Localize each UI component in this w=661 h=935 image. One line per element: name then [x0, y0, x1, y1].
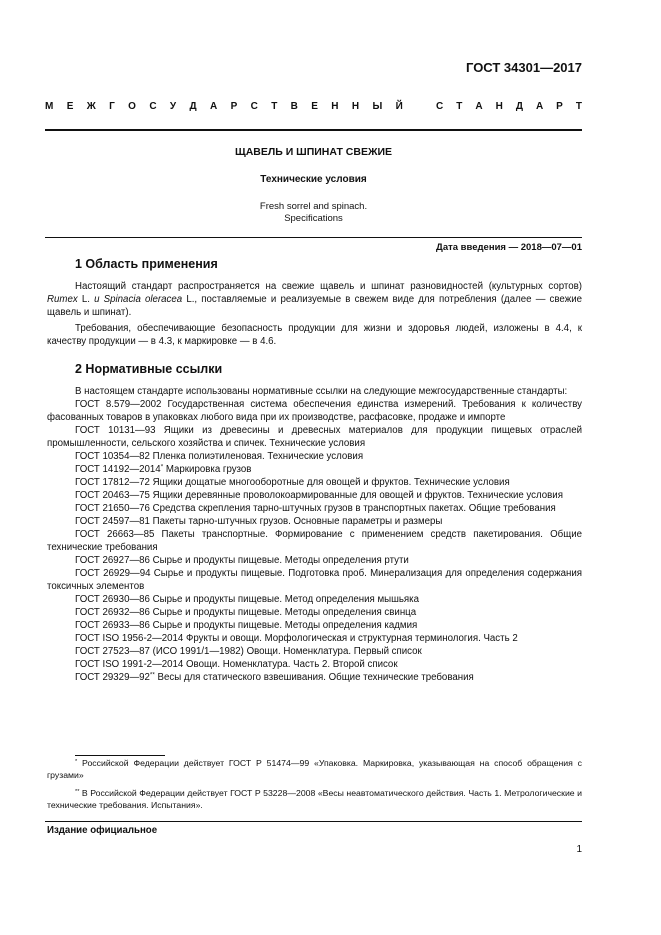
standard-banner	[45, 101, 582, 112]
document-subtitle: Технические условия	[260, 174, 367, 185]
section-1-heading: 1 Область применения	[75, 257, 218, 271]
banner-letter: Р	[556, 101, 563, 112]
reference-text: ГОСТ 26933—86 Сырье и продукты пищевые. Методы определения кадмия	[75, 620, 418, 631]
banner-word-interstate	[45, 101, 403, 112]
reference-text: ГОСТ 10131—93 Ящики из древесины и древесных материалов для продукции пищевых отраслей промышленности, сельского хозяйства и спичек. Технические условия	[47, 425, 582, 449]
reference-text: ГОСТ ISO 1956-2—2014 Фрукты и овощи. Морфологическая и структурная терминология. Часть 2	[75, 633, 518, 644]
section-1-paragraph-1	[47, 280, 582, 319]
references-intro: В настоящем стандарте использованы нормативные ссылки на следующие межгосударственные стандарты:	[75, 386, 568, 397]
footnote-mark: *	[75, 758, 78, 765]
reference-text: ГОСТ 29329—92	[75, 672, 150, 683]
banner-letter: В	[290, 101, 298, 112]
reference-text: ГОСТ 10354—82 Пленка полиэтиленовая. Технические условия	[75, 451, 364, 462]
banner-rule	[45, 129, 582, 131]
banner-letter: М	[45, 101, 54, 112]
reference-item	[47, 502, 582, 515]
latin-name-rumex: Rumex	[47, 294, 78, 305]
reference-item	[47, 593, 582, 606]
footnote-1	[47, 758, 582, 781]
reference-item	[47, 619, 582, 632]
english-title-line-2: Specifications	[284, 213, 343, 224]
document-title: ЩАВЕЛЬ И ШПИНАТ СВЕЖИЕ	[235, 146, 392, 158]
reference-text: ГОСТ 14192—2014	[75, 464, 161, 475]
reference-item	[47, 554, 582, 567]
footnote-mark: **	[75, 788, 80, 795]
banner-letter: Т	[271, 101, 278, 112]
reference-text: ГОСТ 24597—81 Пакеты тарно-штучных грузов. Основные параметры и размеры	[75, 516, 443, 527]
reference-item	[47, 567, 582, 593]
banner-letter: С	[250, 101, 258, 112]
reference-text: ГОСТ 26927—86 Сырье и продукты пищевые. Методы определения ртути	[75, 555, 409, 566]
reference-text: ГОСТ 26932—86 Сырье и продукты пищевые. Методы определения свинца	[75, 607, 417, 618]
document-code: ГОСТ 34301—2017	[466, 60, 582, 75]
footnote-rule	[75, 755, 165, 756]
banner-letter: Н	[331, 101, 339, 112]
footnote-text: В Российской Федерации действует ГОСТ Р 53228—2008 «Весы неавтоматического действия. Часть 1. Метрологические и технические требования. Испытания».	[47, 788, 582, 810]
text-run: и	[94, 294, 100, 305]
banner-letter: Т	[456, 101, 463, 112]
reference-text: ГОСТ 26929—94 Сырье и продукты пищевые. Подготовка проб. Минерализация для определения содержания токсичных элементов	[47, 568, 582, 592]
reference-text: ГОСТ 20463—75 Ящики деревянные проволокоармированные для овощей и фруктов. Технические условия	[75, 490, 563, 501]
banner-letter: А	[535, 101, 544, 112]
reference-text: ГОСТ 26663—85 Пакеты транспортные. Формирование с применением средств пакетирования. Общие технические требования	[47, 529, 582, 553]
banner-letter: Ы	[372, 101, 383, 112]
section-1-paragraph-2: Требования, обеспечивающие безопасность продукции для жизни и здоровья людей, изложены в 4.4, к качеству продукции — в 4.3, к маркировке — в 4.6.	[47, 323, 582, 347]
text-run: Настоящий стандарт распространяется на свежие щавель и шпинат разновидностей (культурных сортов)	[75, 281, 582, 292]
references-list	[47, 385, 582, 684]
reference-item	[47, 463, 582, 476]
reference-item	[47, 632, 582, 645]
banner-letter: Е	[66, 101, 74, 112]
banner-word-standard	[436, 101, 582, 112]
reference-text: ГОСТ ISO 1991-2—2014 Овощи. Номенклатура. Часть 2. Второй список	[75, 659, 398, 670]
footnote-text: Российской Федерации действует ГОСТ Р 51474—99 «Упаковка. Маркировка, указывающая на способ обращения с грузами»	[47, 758, 582, 780]
banner-letter: Й	[395, 101, 403, 112]
reference-text: ГОСТ 26930—86 Сырье и продукты пищевые. Метод определения мышьяка	[75, 594, 419, 605]
reference-item	[47, 528, 582, 554]
introduction-date: Дата введения — 2018—07—01	[436, 242, 582, 253]
reference-text-rest: Весы для статического взвешивания. Общие технические требования	[154, 672, 474, 683]
latin-name-spinacia: Spinacia oleracea	[103, 294, 183, 305]
banner-letter: Д	[189, 101, 197, 112]
reference-text: ГОСТ 21650—76 Средства скрепления тарно-штучных грузов в транспортных пакетах. Общие требования	[75, 503, 556, 514]
reference-item	[47, 658, 582, 671]
reference-item	[47, 450, 582, 463]
banner-letter: Ж	[86, 101, 96, 112]
reference-item	[47, 424, 582, 450]
reference-item	[47, 606, 582, 619]
reference-footnote-mark: **	[149, 671, 155, 679]
banner-letter: А	[475, 101, 483, 112]
text-run: L., поставляемые и реализуемые в свежем виде для потребления (далее — свежие щавель и шпинат).	[47, 294, 582, 318]
banner-letter: Н	[351, 101, 360, 112]
reference-item	[47, 398, 582, 424]
banner-letter: У	[169, 101, 177, 112]
reference-item	[47, 515, 582, 528]
reference-text: ГОСТ 27523—87 (ИСО 1991/1—1982) Овощи. Номенклатура. Первый список	[75, 646, 422, 657]
banner-letter: С	[149, 101, 157, 112]
header-rule	[45, 237, 582, 238]
reference-footnote-mark: *	[160, 463, 164, 471]
english-title	[45, 201, 582, 225]
banner-letter: Д	[515, 101, 523, 112]
banner-letter: О	[128, 101, 136, 112]
page-number: 1	[576, 844, 582, 855]
english-title-line-1: Fresh sorrel and spinach.	[259, 201, 368, 212]
edition-label: Издание официальное	[47, 825, 158, 836]
text-run: L.	[77, 294, 95, 305]
section-2-heading: 2 Нормативные ссылки	[75, 362, 223, 376]
banner-letter: Е	[311, 101, 318, 112]
reference-item	[47, 671, 582, 684]
reference-text: ГОСТ 8.579—2002 Государственная система обеспечения единства измерений. Требования к количеству фасованных товаров в упаковках любого вида при их производстве, расфасовке, продаже и импорте	[47, 399, 582, 423]
banner-letter: С	[436, 101, 444, 112]
reference-item	[47, 489, 582, 502]
banner-letter: Т	[575, 101, 582, 112]
banner-letter: Г	[109, 101, 115, 112]
reference-text: ГОСТ 17812—72 Ящики дощатые многооборотные для овощей и фруктов. Технические условия	[75, 477, 510, 488]
banner-letter: А	[209, 101, 218, 112]
reference-text-rest: Маркировка грузов	[163, 464, 252, 475]
reference-item	[47, 476, 582, 489]
banner-letter: Р	[230, 101, 238, 112]
footnote-2	[47, 788, 582, 811]
edition-rule	[45, 821, 582, 822]
banner-letter: Н	[495, 101, 503, 112]
reference-item	[47, 645, 582, 658]
